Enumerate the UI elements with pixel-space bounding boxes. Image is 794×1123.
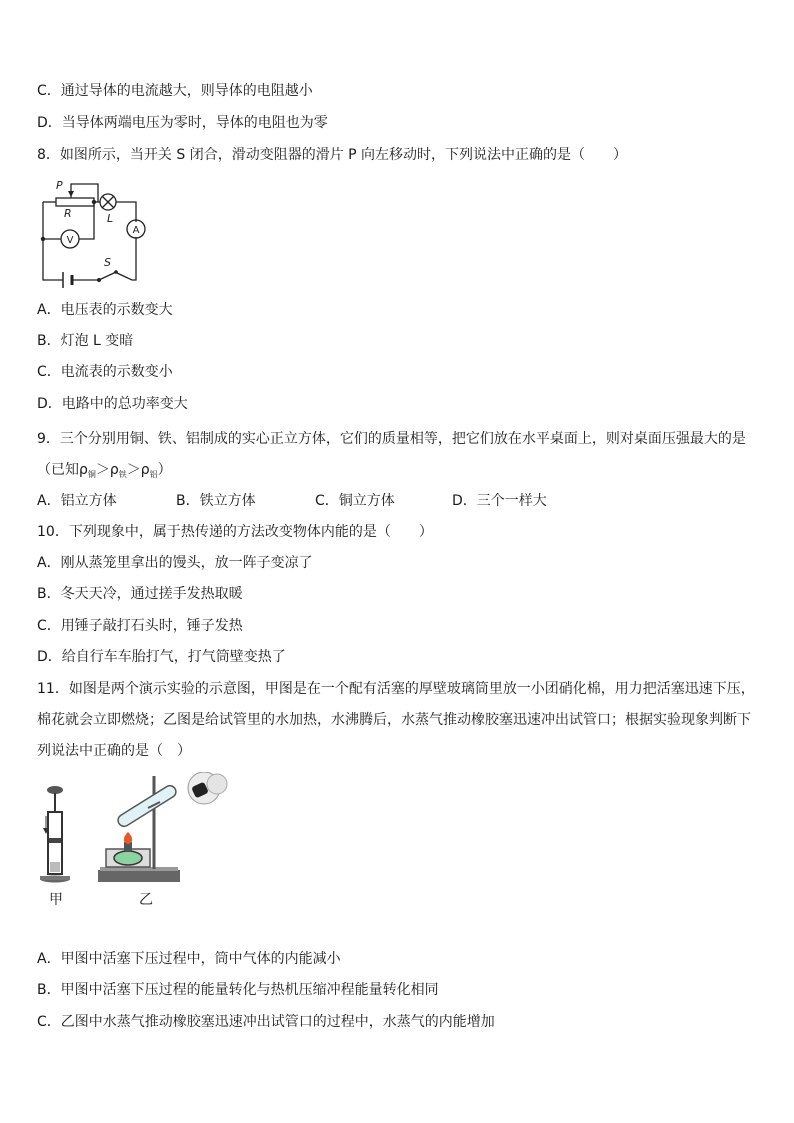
label-a: A (132, 225, 140, 236)
label-s: S (104, 256, 111, 269)
q10-stem: 10．下列现象中，属于热传递的方法改变物体内能的是（ ） (37, 524, 433, 540)
yi-test-tube-apparatus (98, 772, 227, 882)
q11-option-c: C．乙图中水蒸气推动橡胶塞迅速冲出试管口的过程中，水蒸气的内能增加 (37, 1014, 495, 1030)
q10-option-d: D．给自行车车胎打气，打气筒壁变热了 (37, 649, 286, 665)
q10-option-c: C．用锤子敲打石头时，锤子发热 (37, 618, 243, 634)
q9-stem: 9．三个分别用铜、铁、铝制成的实心正立方体，它们的质量相等，把它们放在水平桌面上，则对桌面压强最大的是 (37, 431, 746, 447)
q9-option-a: A．铝立方体 (37, 493, 117, 509)
q7-option-c: C．通过导体的电流越大，则导体的电阻越小 (37, 83, 313, 99)
q9-option-d: D．三个一样大 (452, 493, 547, 509)
label-r: R (64, 207, 72, 220)
label-jia: 甲 (49, 892, 63, 908)
q11-stem: 11．如图是两个演示实验的示意图，甲图是在一个配有活塞的厚壁玻璃筒里放一小团硝化棉，用力把活塞迅速下压，棉花就会立即燃烧；乙图是给试管里的水加热，水沸腾后，水蒸气推动橡胶塞迅速冲出试管口；根据实验现象判断下列说法中正确的是（ ） (37, 681, 755, 759)
q11-option-b: B．甲图中活塞下压过程的能量转化与热机压缩冲程能量转化相同 (37, 982, 439, 998)
label-yi: 乙 (139, 892, 153, 908)
label-l: L (107, 212, 114, 225)
q11-option-a: A．甲图中活塞下压过程中，筒中气体的内能减小 (37, 951, 341, 967)
q10-option-b: B．冬天天冷，通过搓手发热取暖 (37, 586, 243, 602)
q8-option-d: D．电路中的总功率变大 (37, 396, 188, 412)
q9-option-c: C．铜立方体 (315, 493, 395, 509)
q8-circuit-diagram (36, 176, 156, 292)
q8-option-a: A．电压表的示数变大 (37, 302, 173, 318)
q8-option-c: C．电流表的示数变小 (37, 364, 173, 380)
q8-stem: 8．如图所示，当开关 S 闭合，滑动变阻器的滑片 P 向左移动时，下列说法中正确的是（ ） (37, 147, 628, 163)
label-p: P (56, 179, 63, 192)
q8-option-b: B．灯泡 L 变暗 (37, 333, 134, 349)
q7-option-d: D．当导体两端电压为零时，导体的电阻也为零 (37, 115, 328, 131)
label-v: V (66, 235, 74, 246)
q10-option-a: A．刚从蒸笼里拿出的馒头，放一阵子变凉了 (37, 555, 313, 571)
q9-option-b: B．铁立方体 (176, 493, 256, 509)
q9-condition: （已知$\rho_铜>\rho_铁>\rho_铝$） (37, 462, 172, 479)
q11-experiment-diagram (36, 772, 236, 912)
jia-piston-apparatus (40, 786, 70, 883)
